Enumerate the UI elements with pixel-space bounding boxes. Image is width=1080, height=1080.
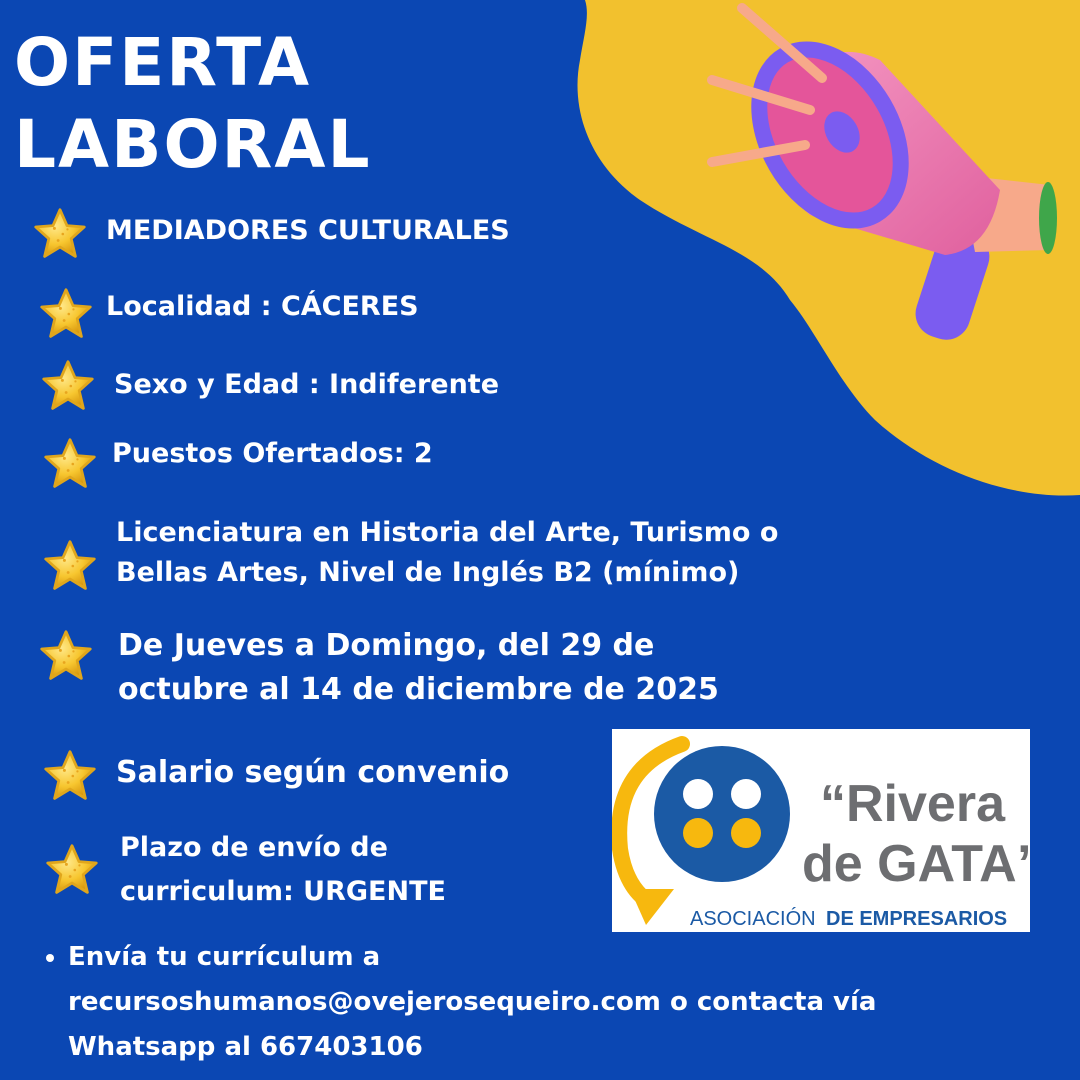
item-schedule: [110, 624, 719, 712]
star-icon: [36, 210, 85, 257]
star-icon: [42, 632, 91, 679]
title-line-2: LABORAL: [14, 106, 372, 183]
star-icon: [46, 542, 95, 589]
rivera-de-gata-logo: [612, 729, 1030, 932]
item-requirements: [108, 513, 778, 593]
star-icon: [48, 846, 97, 893]
item-sex-age: [106, 365, 499, 405]
item-label: Plazo de envío de curriculum: URGENTE: [120, 832, 446, 907]
item-label: Licenciatura en Historia del Arte, Turismo o Bellas Artes, Nivel de Inglés B2 (mínimo): [116, 517, 779, 588]
item-salary: [108, 751, 509, 795]
item-label: Localidad : CÁCERES: [106, 291, 419, 322]
star-icon: [46, 440, 95, 487]
page-title: [14, 22, 372, 186]
item-positions: [104, 434, 433, 474]
star-icon: [44, 362, 93, 409]
logo-name-line-2: de GATA”: [802, 835, 1030, 893]
item-location: [98, 287, 419, 327]
contact-info: [44, 935, 944, 1070]
star-icon: [46, 752, 95, 799]
item-label: De Jueves a Domingo, del 29 de octubre al 14 de diciembre de 2025: [118, 628, 719, 707]
contact-email[interactable]: recursoshumanos@ovejerosequeiro.com o contacta vía: [68, 987, 877, 1017]
logo-subtitle-a: ASOCIACIÓN: [690, 908, 816, 930]
item-label: Salario según convenio: [116, 755, 510, 790]
item-job-title: [98, 211, 510, 251]
logo-name-line-1: “Rivera: [820, 775, 1005, 833]
contact-bullet: • Envía tu currículum a recursoshumanos@ovejerosequeiro.com o contacta vía Whatsapp al 667403106: [68, 935, 944, 1070]
item-label: MEDIADORES CULTURALES: [106, 215, 510, 246]
title-line-1: OFERTA: [14, 24, 312, 101]
logo-subtitle-b: DE EMPRESARIOS: [826, 908, 1008, 930]
star-icon-group: [36, 210, 97, 893]
item-label: Puestos Ofertados: 2: [112, 438, 433, 469]
item-label: Sexo y Edad : Indiferente: [114, 369, 500, 400]
star-icon: [42, 290, 91, 337]
item-deadline: [112, 826, 446, 914]
contact-whatsapp[interactable]: Whatsapp al 667403106: [68, 1032, 423, 1062]
